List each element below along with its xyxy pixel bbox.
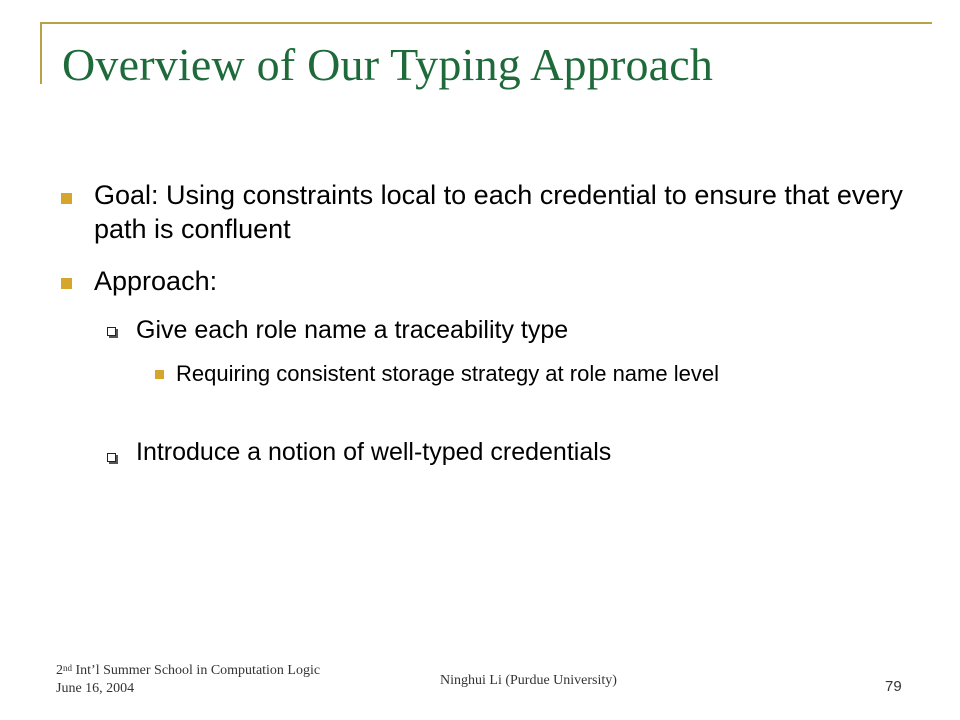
bullet-traceability: Give each role name a traceability type <box>136 316 569 344</box>
footer-ordinal: 2 <box>56 663 63 678</box>
frame-left-line <box>40 22 42 84</box>
bullet-requiring: Requiring consistent storage strategy at role name level <box>176 361 719 386</box>
page-number: 79 <box>885 678 902 695</box>
square-bullet-icon <box>155 370 164 379</box>
hollow-square-bullet-icon <box>107 327 116 336</box>
bullet-well-typed: Introduce a notion of well-typed credentials <box>136 438 612 466</box>
square-bullet-icon <box>61 278 72 289</box>
footer-school-name: Int’l Summer School in Computation Logic <box>72 663 321 678</box>
footer-date: June 16, 2004 <box>56 681 135 696</box>
footer-conference <box>56 662 320 698</box>
footer-author: Ninghui Li (Purdue University) <box>440 673 617 688</box>
hollow-square-bullet-icon <box>107 453 116 462</box>
footer-school <box>56 662 320 680</box>
frame-top-line <box>40 22 932 24</box>
square-bullet-icon <box>61 193 72 204</box>
footer-ordinal-suffix: nd <box>63 663 72 673</box>
bullet-approach: Approach: <box>94 266 218 296</box>
bullet-goal: Goal: Using constraints local to each credential to ensure that every path is confluent <box>94 180 903 244</box>
slide-title: Overview of Our Typing Approach <box>62 39 714 90</box>
